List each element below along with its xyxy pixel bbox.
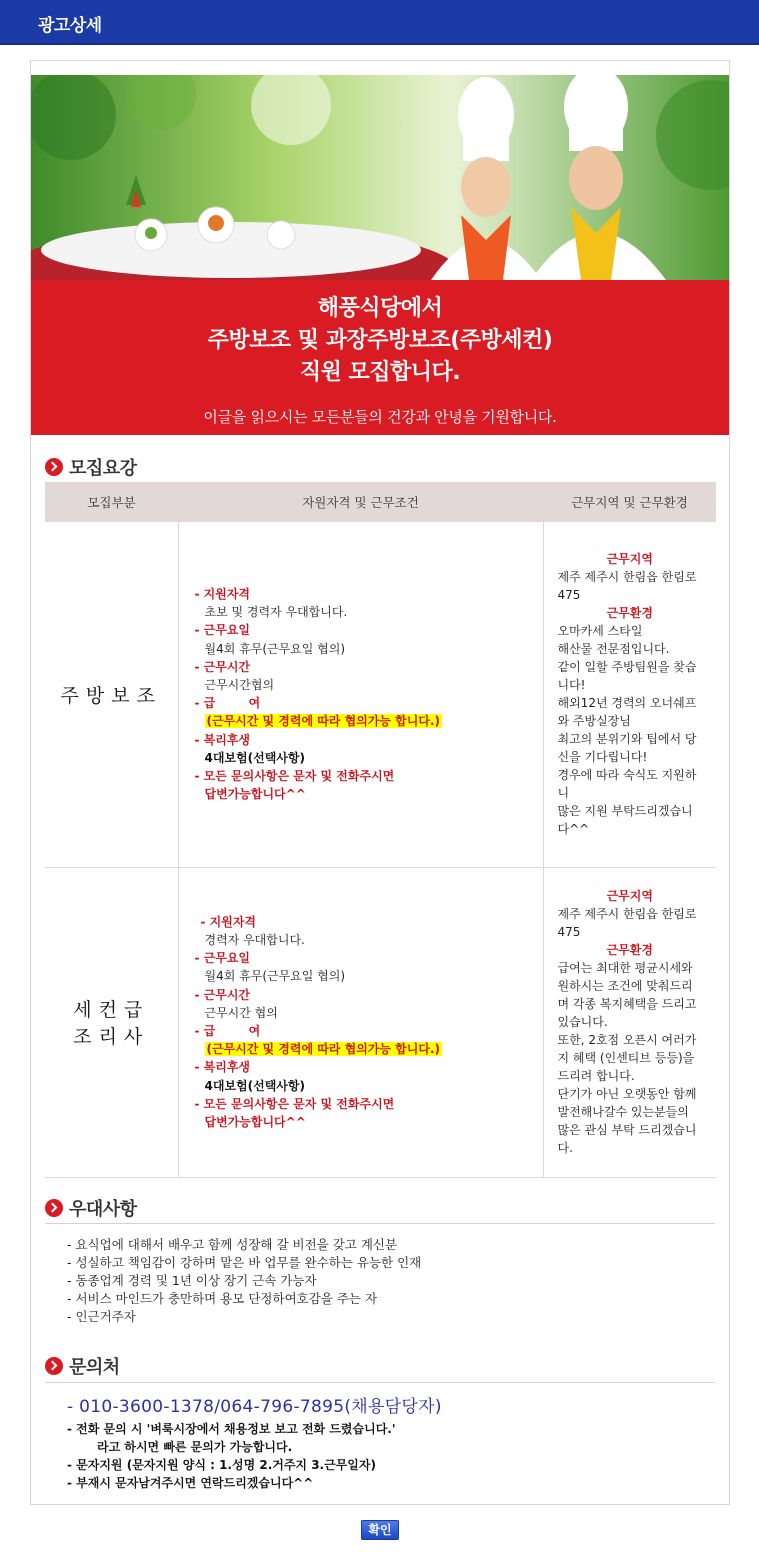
column-header-conditions: 자원자격 및 근무조건 <box>178 482 543 522</box>
chevron-right-circle-icon <box>45 1199 63 1217</box>
area-value: 제주 제주시 한림읍 한림로 475 <box>557 570 697 603</box>
qual-label: - 지원자격 <box>200 914 257 929</box>
requirements-title: 모집요강 <box>69 458 137 479</box>
env-value: 오마카세 스타일 해산물 전문점입니다. 같이 일할 주방팀원을 찾습니다! 해외12년 경력의 오너쉐프와 주방실장님 최고의 분위기와 팁에서 당신을 기다립니다! 경우에 따라 숙식도 지원하니 많은 지원 부탁드리겠습니다^^ <box>557 624 697 837</box>
area-value: 제주 제주시 한림읍 한림로 475 <box>557 907 697 939</box>
section-divider <box>45 1382 715 1383</box>
env-label: 근무환경 <box>606 943 653 957</box>
confirm-button[interactable]: 확인 <box>361 1520 399 1540</box>
benefit-label: - 복리후생 <box>194 1060 251 1075</box>
banner-line-1: 해풍식당에서 <box>317 296 443 321</box>
days-label: - 근무요일 <box>194 623 251 638</box>
list-item: - 성실하고 책임감이 강하며 맡은 바 업무를 완수하는 유능한 인재 <box>67 1255 422 1270</box>
area-label: 근무지역 <box>606 552 653 567</box>
position-cell <box>45 867 178 1177</box>
pay-label: - 급 여 <box>194 696 261 711</box>
hours-label: - 근무시간 <box>194 987 251 1002</box>
pay-value: (근무시간 및 경력에 따라 협의가능 합니다.) <box>206 1042 440 1057</box>
qual-value: 경력자 우대합니다. <box>204 932 305 947</box>
table-header-row <box>45 482 716 522</box>
conditions-cell <box>178 522 543 867</box>
inquiry-line-1: - 모든 문의사항은 문자 및 전화주시면 <box>194 769 395 784</box>
hero-chef-image <box>31 75 729 280</box>
contact-heading <box>45 1353 120 1379</box>
requirements-heading <box>45 454 137 480</box>
qual-value: 초보 및 경력자 우대합니다. <box>204 605 348 620</box>
hours-value: 근무시간협의 <box>204 678 275 693</box>
location-cell <box>543 522 716 867</box>
position-name: 주방보조 <box>60 684 162 707</box>
contact-info <box>67 1392 442 1492</box>
contact-title: 문의처 <box>69 1357 120 1378</box>
contact-note-1: - 전화 문의 시 '벼룩시장에서 채용정보 보고 전화 드렸습니다.' <box>67 1422 396 1436</box>
area-label: 근무지역 <box>606 889 653 903</box>
list-item: - 동종업계 경력 및 1년 이상 장기 근속 가능자 <box>67 1273 317 1288</box>
requirements-table <box>45 482 716 1178</box>
hours-label: - 근무시간 <box>194 659 251 674</box>
list-item: - 요식업에 대해서 배우고 함께 성장해 갈 비전을 갖고 계신분 <box>67 1237 398 1252</box>
phone-number: - 010-3600-1378/064-796-7895(채용담당자) <box>67 1397 442 1417</box>
days-label: - 근무요일 <box>194 951 251 966</box>
position-cell <box>45 522 178 867</box>
table-row <box>45 522 716 867</box>
recruit-banner <box>31 280 729 435</box>
env-value: 급여는 최대한 평균시세와 원하시는 조건에 맞춰드리며 각종 복지혜택을 드리고 있습니다. 또한, 2호점 오픈시 여러가지 혜택 (인센티브 등등)을 드리려 합니다. 단기가 아닌 오랫동안 함께 발전해나갈수 있는분들의 많은 관심 부탁 드리겠습니다. <box>557 961 697 1155</box>
conditions-cell <box>178 867 543 1177</box>
top-header-bar <box>0 0 759 45</box>
days-value: 월4회 휴무(근무요일 협의) <box>204 641 346 656</box>
banner-line-2: 주방보조 및 과장주방보조(주방세컨) <box>207 328 553 353</box>
location-cell <box>543 867 716 1177</box>
position-name-line-2: 조리사 <box>73 1026 150 1048</box>
contact-note-4: - 부재시 문자남겨주시면 연락드리겠습니다^^ <box>67 1476 314 1490</box>
hours-value: 근무시간 협의 <box>204 1005 278 1020</box>
chevron-right-circle-icon <box>45 458 63 476</box>
benefit-value: 4대보험(선택사항) <box>204 1078 305 1093</box>
contact-note-2: 라고 하시면 빠른 문의가 가능합니다. <box>97 1440 293 1454</box>
pay-value: (근무시간 및 경력에 따라 협의가능 합니다.) <box>206 714 440 729</box>
preferences-title: 우대사항 <box>69 1199 137 1220</box>
ad-detail-card <box>30 60 730 1505</box>
qual-label: - 지원자격 <box>194 587 251 602</box>
section-divider <box>45 1223 715 1224</box>
banner-line-3: 직원 모집합니다. <box>299 360 461 385</box>
preferences-heading <box>45 1195 137 1221</box>
benefit-value: 4대보험(선택사항) <box>204 750 305 765</box>
preferences-list <box>67 1236 421 1326</box>
column-header-position: 모집부분 <box>45 482 178 522</box>
list-item: - 인근거주자 <box>67 1309 136 1324</box>
chevron-right-circle-icon <box>45 1357 63 1375</box>
position-name-line-1: 세컨급 <box>73 999 150 1021</box>
table-row <box>45 867 716 1177</box>
contact-note-3: - 문자지원 (문자지원 양식 : 1.성명 2.거주지 3.근무일자) <box>67 1458 376 1472</box>
days-value: 월4회 휴무(근무요일 협의) <box>204 969 346 984</box>
list-item: - 서비스 마인드가 충만하며 용모 단정하여호감을 주는 자 <box>67 1291 378 1306</box>
column-header-location: 근무지역 및 근무환경 <box>543 482 716 522</box>
benefit-label: - 복리후생 <box>194 732 251 747</box>
inquiry-line-1: - 모든 문의사항은 문자 및 전화주시면 <box>194 1096 395 1111</box>
inquiry-line-2: 답변가능합니다^^ <box>204 1115 306 1130</box>
banner-subline: 이글을 읽으시는 모든분들의 건강과 안녕을 기원합니다. <box>203 408 557 426</box>
page-title: 광고상세 <box>38 16 102 36</box>
pay-label: - 급 여 <box>194 1024 261 1038</box>
inquiry-line-2: 답변가능합니다^^ <box>204 787 306 802</box>
env-label: 근무환경 <box>606 606 653 621</box>
